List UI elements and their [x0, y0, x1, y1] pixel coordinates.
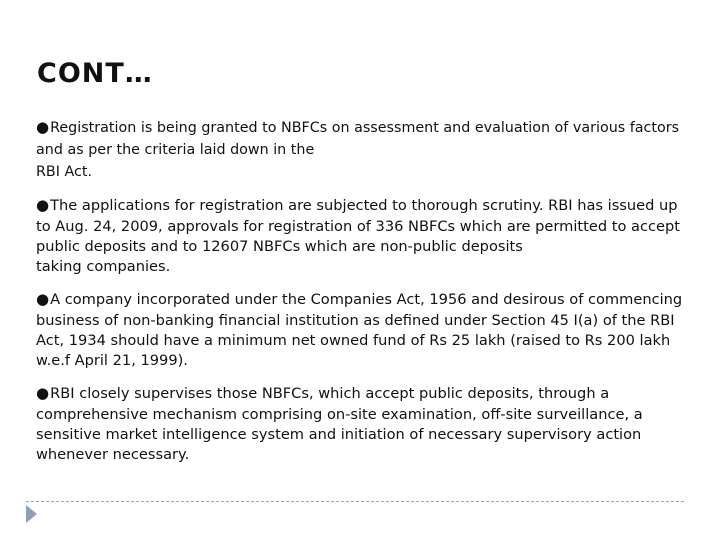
- bullet-item: [36, 288, 708, 371]
- bullet-line: [36, 288, 708, 311]
- bullet-line: sensitive market intelligence system and initiation of necessary supervisory action: [36, 426, 642, 443]
- bullet-list: [36, 116, 708, 476]
- bullet-text: Registration is being granted to NBFCs on assessment and evaluation of various factors: [50, 120, 680, 136]
- bullet-text: A company incorporated under the Companies Act, 1956 and desirous of commencing: [50, 291, 683, 308]
- bullet-line: business of non-banking financial institution as defined under Section 45 I(a) of the RBI: [36, 312, 675, 329]
- slide-title: CONT…: [37, 58, 153, 89]
- bullet-line: w.e.f April 21, 1999).: [36, 352, 188, 369]
- bullet-line: Act, 1934 should have a minimum net owned fund of Rs 25 lakh (raised to Rs 200 lakh: [36, 332, 671, 349]
- bullet-dot-icon: ●: [36, 290, 50, 308]
- footer-arrow-icon: [26, 505, 37, 523]
- bullet-line: and as per the criteria laid down in the: [36, 142, 315, 158]
- bullet-text: RBI closely supervises those NBFCs, which accept public deposits, through a: [50, 385, 610, 402]
- bullet-line: whenever necessary.: [36, 446, 190, 463]
- bullet-dot-icon: ●: [36, 384, 50, 402]
- bullet-line: RBI Act.: [36, 164, 93, 180]
- bullet-item: [36, 382, 708, 465]
- bullet-line: [36, 382, 708, 405]
- bullet-item: [36, 116, 708, 183]
- bullet-line: to Aug. 24, 2009, approvals for registration of 336 NBFCs which are permitted to accept: [36, 218, 680, 235]
- bullet-line: [36, 194, 708, 217]
- footer-divider: [26, 501, 684, 502]
- bullet-line: taking companies.: [36, 258, 171, 275]
- bullet-line: [36, 116, 708, 139]
- bullet-line: public deposits and to 12607 NBFCs which are non-public deposits: [36, 238, 523, 255]
- bullet-text: The applications for registration are subjected to thorough scrutiny. RBI has issued up: [50, 197, 678, 214]
- bullet-line: comprehensive mechanism comprising on-site examination, off-site surveillance, a: [36, 406, 643, 423]
- bullet-dot-icon: ●: [36, 118, 50, 136]
- bullet-dot-icon: ●: [36, 196, 50, 214]
- bullet-item: [36, 194, 708, 277]
